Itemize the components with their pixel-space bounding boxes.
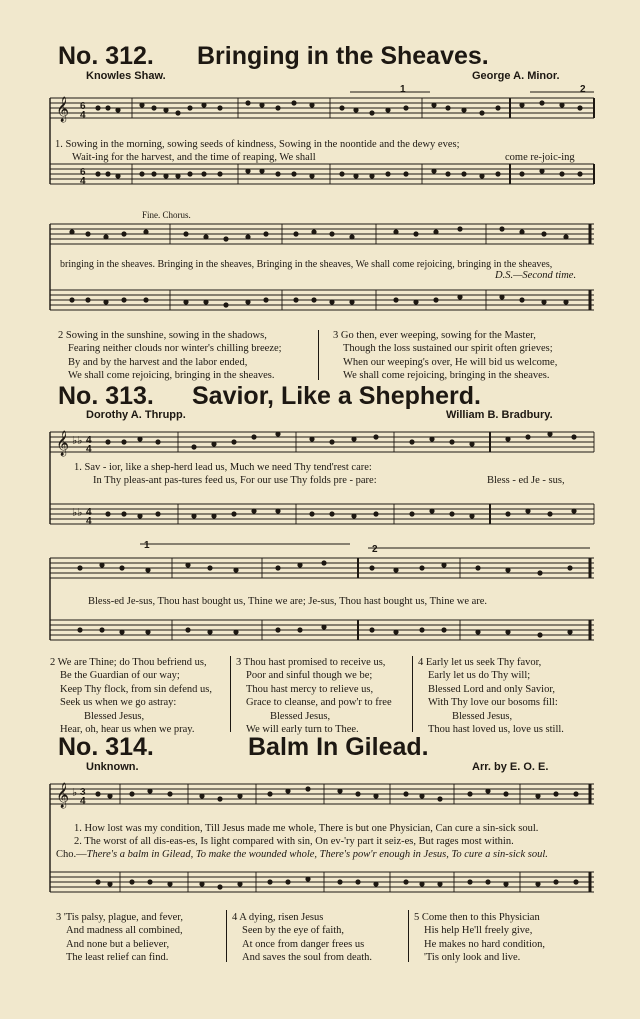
svg-text:𝄞: 𝄞 <box>56 431 70 456</box>
svg-text:6: 6 <box>80 167 86 178</box>
svg-text:6: 6 <box>80 101 86 112</box>
verse-3-313: 3 Thou hast promised to receive us, Poor and sinful though we be; Thou hast mercy to relieve us, Grace to cleanse, and pow'r to free Blessed Jesus, We will early turn to Thee. <box>236 657 392 736</box>
hymn-number-314: No. 314. <box>58 733 154 761</box>
lyric-312-v1-line2: Wait-ing for the harvest, and the time of reaping, We shall <box>72 152 316 163</box>
composer-313: William B. Bradbury. <box>446 409 553 421</box>
svg-text:4: 4 <box>86 435 92 446</box>
svg-text:4: 4 <box>86 507 92 518</box>
chorus-label-314: Cho.— <box>56 849 87 860</box>
verse-4-313: 4 Early let us seek Thy favor, Early let us do Thy will; Blessed Lord and only Savior, With Thy love our bosoms fill: Blessed Jesus, Thou hast loved us, love us still. <box>418 657 564 736</box>
ending-2-312: 2 <box>580 84 586 95</box>
lyric-313-v1-end: Bless - ed Je - sus, <box>487 475 565 486</box>
lyric-314-chorus-row <box>56 849 548 861</box>
hymn-number-313: No. 313. <box>58 382 154 410</box>
author-313: Dorothy A. Thrupp. <box>86 409 186 421</box>
lyric-314-v1: 1. How lost was my condition, Till Jesus made me whole, There is but one Physician, Can cure a sin-sick soul. <box>74 823 539 834</box>
lyric-313-v1-line2: In Thy pleas-ant pas-tures feed us, For our use Thy folds pre - pare: <box>93 475 377 486</box>
svg-text:♭♭: ♭♭ <box>72 434 83 447</box>
author-312: Knowles Shaw. <box>86 70 166 82</box>
verse-3-314: 3 'Tis palsy, plague, and fever, And madness all combined, And none but a believer, The least relief can find. <box>56 912 183 964</box>
verse-2-313: 2 We are Thine; do Thou befriend us, Be the Guardian of our way; Keep Thy flock, from sin defend us, Seek us when we go astray: Blessed Jesus, Hear, oh, hear us when we pray. <box>50 657 213 736</box>
lyric-312-chorus: bringing in the sheaves. Bringing in the sheaves, Bringing in the sheaves, We shall come rejoicing, bringing in the sheaves, <box>60 259 553 270</box>
lyric-314-v2: 2. The worst of all dis-eas-es, Is light compared with sin, On ev-'ry part it seiz-es, But rages most within. <box>74 836 514 847</box>
hymn-number-312: No. 312. <box>58 42 154 70</box>
svg-text:3: 3 <box>80 787 86 798</box>
hymn-title-314: Balm In Gilead. <box>248 733 429 761</box>
svg-text:♭: ♭ <box>72 786 78 799</box>
svg-text:4: 4 <box>80 796 86 807</box>
svg-text:𝄞: 𝄞 <box>56 783 70 808</box>
author-314: Unknown. <box>86 761 139 773</box>
svg-text:4: 4 <box>80 176 86 187</box>
fine-chorus-312: Fine. Chorus. <box>142 210 191 220</box>
verse-3-312: 3 Go then, ever weeping, sowing for the Master, Though the loss sustained our spirit often grieves; When our weeping's over, He will bid us welcome, We shall come rejoicing, bringing in the sheaves. <box>333 330 558 382</box>
lyric-314-chorus: There's a balm in Gilead, To make the wounded whole, There's pow'r enough in Jesus, To cure a sin-sick soul. <box>86 849 548 860</box>
lyric-313-chorus: Bless-ed Je-sus, Thou hast bought us, Thine we are; Je-sus, Thou hast bought us, Thine we are. <box>88 596 488 607</box>
ending-1-313: 1 <box>144 540 150 551</box>
ending-2-313: 2 <box>372 544 378 555</box>
composer-314: Arr. by E. O. E. <box>472 761 549 773</box>
svg-text:4: 4 <box>86 444 92 455</box>
verse-4-314: 4 A dying, risen Jesus Seen by the eye of faith, At once from danger frees us And saves the soul from death. <box>232 912 373 964</box>
ds-second-time-312: D.S.—Second time. <box>495 270 577 281</box>
hymn-title-313: Savior, Like a Shepherd. <box>192 382 482 410</box>
hymn-title-312: Bringing in the Sheaves. <box>197 42 489 70</box>
svg-text:4: 4 <box>80 110 86 121</box>
verse-5-314: 5 Come then to this Physician His help He'll freely give, He makes no hard condition, 'Tis only look and live. <box>414 912 546 964</box>
lyric-312-v1-end: come re-joic-ing <box>505 152 575 163</box>
svg-text:𝄞: 𝄞 <box>56 97 70 122</box>
lyric-313-v1-line1: 1. Sav - ior, like a shep-herd lead us, Much we need Thy tend'rest care: <box>74 462 372 473</box>
verse-2-312: 2 Sowing in the sunshine, sowing in the shadows, Fearing neither clouds nor winter's chilling breeze; By and by the harvest and the labor ended, We shall come rejoicing, bringing in the sheaves. <box>58 330 282 382</box>
ending-1-312: 1 <box>400 84 406 95</box>
svg-text:♭♭: ♭♭ <box>72 506 83 519</box>
svg-text:4: 4 <box>86 516 92 527</box>
lyric-312-v1-line1: 1. Sowing in the morning, sowing seeds of kindness, Sowing in the noontide and the dewy eves; <box>55 139 460 150</box>
composer-312: George A. Minor. <box>472 70 560 82</box>
